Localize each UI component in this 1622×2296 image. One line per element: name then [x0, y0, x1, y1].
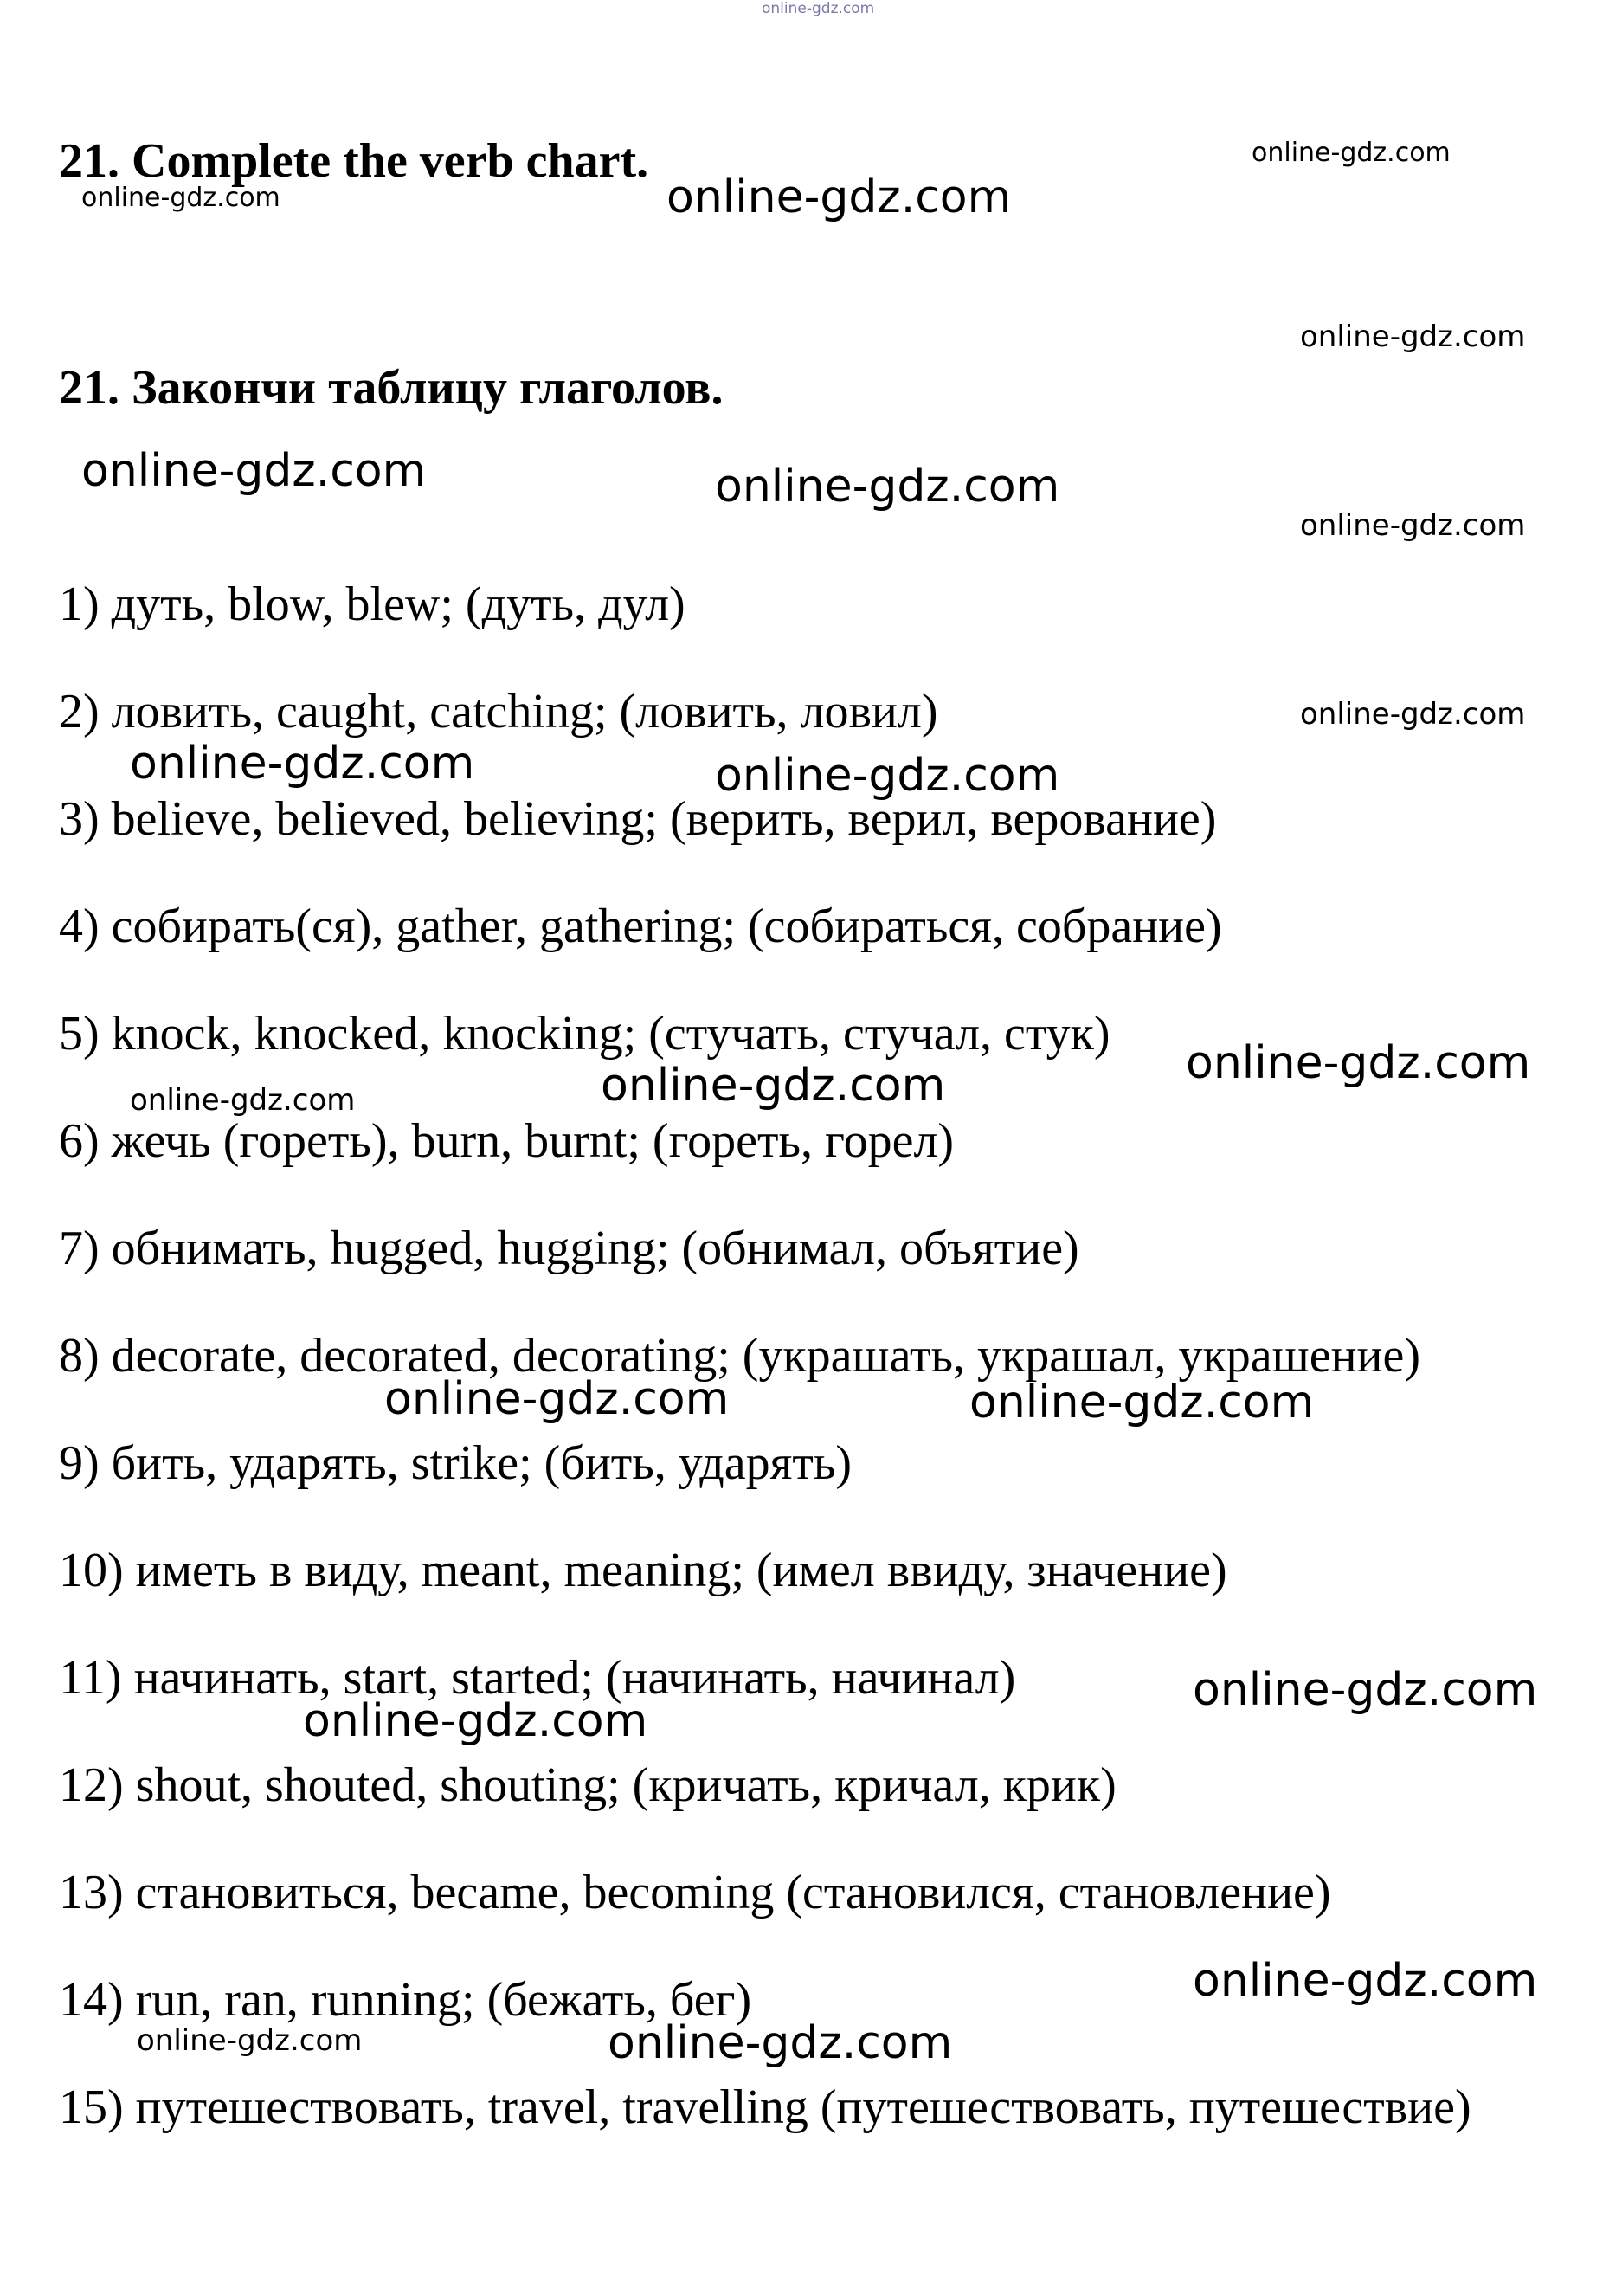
- answer-item: 10) иметь в виду, meant, meaning; (имел ввиду, значение): [59, 1544, 1227, 1597]
- exercise-title-ru: 21. Закончи таблицу глаголов.: [59, 361, 724, 415]
- watermark-text: online-gdz.com: [130, 738, 475, 790]
- watermark-text: online-gdz.com: [1300, 697, 1526, 732]
- answer-item: 5) knock, knocked, knocking; (стучать, стучал, стук): [59, 1007, 1110, 1061]
- answer-item: 15) путешествовать, travel, travelling (путешествовать, путешествие): [59, 2080, 1471, 2134]
- watermark-text: online-gdz.com: [1186, 1037, 1531, 1089]
- answer-item: 1) дуть, blow, blew; (дуть, дул): [59, 577, 685, 631]
- watermark-text: online-gdz.com: [1252, 138, 1451, 168]
- watermark-text: online-gdz.com: [384, 1373, 730, 1425]
- watermark-text: online-gdz.com: [1300, 508, 1526, 543]
- watermark-text: online-gdz.com: [1193, 1664, 1538, 1716]
- answer-item: 12) shout, shouted, shouting; (кричать, кричал, крик): [59, 1758, 1117, 1812]
- watermark-text: online-gdz.com: [969, 1377, 1315, 1429]
- watermark-text: online-gdz.com: [762, 0, 875, 17]
- watermark-text: online-gdz.com: [666, 171, 1012, 223]
- watermark-text: online-gdz.com: [608, 2017, 953, 2069]
- watermark-text: online-gdz.com: [130, 1083, 356, 1118]
- answer-item: 14) run, ran, running; (бежать, бег): [59, 1973, 752, 2027]
- exercise-title-en: 21. Complete the verb chart.: [59, 134, 649, 188]
- watermark-text: online-gdz.com: [303, 1695, 648, 1747]
- answer-item: 7) обнимать, hugged, hugging; (обнимал, объятие): [59, 1222, 1079, 1275]
- answer-item: 9) бить, ударять, strike; (бить, ударять): [59, 1436, 853, 1490]
- answer-item: 3) believe, believed, believing; (верить, верил, верование): [59, 792, 1217, 846]
- answer-item: 8) decorate, decorated, decorating; (украшать, украшал, украшение): [59, 1329, 1421, 1383]
- answer-item: 11) начинать, start, started; (начинать, начинал): [59, 1651, 1016, 1705]
- answer-item: 2) ловить, caught, catching; (ловить, ловил): [59, 685, 938, 738]
- watermark-text: online-gdz.com: [81, 445, 427, 497]
- answer-item: 4) собирать(ся), gather, gathering; (собираться, собрание): [59, 900, 1222, 953]
- watermark-text: online-gdz.com: [601, 1060, 946, 1112]
- answer-item: 13) становиться, became, becoming (становился, становление): [59, 1866, 1331, 1919]
- watermark-text: online-gdz.com: [715, 750, 1060, 802]
- watermark-text: online-gdz.com: [81, 183, 280, 213]
- watermark-text: online-gdz.com: [137, 2023, 363, 2058]
- watermark-text: online-gdz.com: [1193, 1955, 1538, 2007]
- answer-item: 6) жечь (гореть), burn, burnt; (гореть, горел): [59, 1114, 955, 1168]
- watermark-text: online-gdz.com: [715, 461, 1060, 513]
- watermark-text: online-gdz.com: [1300, 319, 1526, 354]
